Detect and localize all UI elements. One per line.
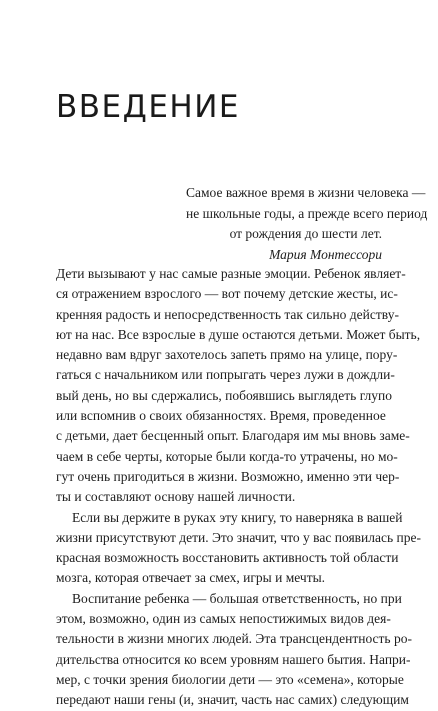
text-line: вый день, но вы сдержались, побоявшись выглядеть глупо <box>56 387 393 403</box>
epigraph-line: не школьные годы, а прежде всего период <box>186 205 428 221</box>
text-line: тельности в жизни многих людей. Эта трансцендентность ро- <box>56 631 412 647</box>
text-line: ют на нас. Все взрослые в душе остаются детьми. Может быть, <box>56 326 421 342</box>
paragraph <box>56 264 421 508</box>
text-line: дительства относится ко всем уровням нашего бытия. Напри- <box>56 651 411 667</box>
text-line: недавно вам вдруг захотелось запеть прямо на улице, пору- <box>56 347 398 363</box>
text-line: или вспомнив о своих обязанностях. Время, проведенное <box>56 408 386 424</box>
text-line: гут очень пригодиться в жизни. Возможно, именно эти чер- <box>56 468 400 484</box>
text-line: ся отражением взрослого — вот почему детские жесты, ис- <box>56 286 398 302</box>
body-text <box>56 264 421 711</box>
epigraph <box>186 183 428 265</box>
text-line: кренняя радость и непосредственность так сильно действу- <box>56 306 399 322</box>
text-line: жизни присутствуют дети. Это значит, что у вас появилась пре- <box>56 529 421 545</box>
text-line: передают наши гены (и, значит, часть нас самих) следующим <box>56 692 409 708</box>
text-line: Если вы держите в руках эту книгу, то наверняка в вашей <box>72 509 403 525</box>
text-line: с детьми, дает бесценный опыт. Благодаря им мы вновь заме- <box>56 428 410 444</box>
epigraph-author: Мария Монтессори <box>269 246 382 262</box>
text-line: чаем в себе черты, которые были когда-то утрачены, но мо- <box>56 448 398 464</box>
epigraph-line: Самое важное время в жизни человека — <box>186 185 426 200</box>
text-line: красная возможность восстановить активность той области <box>56 550 399 566</box>
paragraph <box>56 508 421 589</box>
text-line: Дети вызывают у нас самые разные эмоции. Ребенок являет- <box>56 266 406 281</box>
text-line: Воспитание ребенка — большая ответственность, но при <box>72 590 402 606</box>
chapter-heading: ВВЕДЕНИЕ <box>56 89 241 125</box>
text-line: этом, возможно, один из самых непостижимых видов дея- <box>56 611 391 627</box>
text-line: гаться с начальником или попрыгать через лужи в дождли- <box>56 367 395 383</box>
paragraph <box>56 589 412 711</box>
text-line: мер, с точки зрения биологии дети — это «семена», которые <box>56 671 404 687</box>
epigraph-line: от рождения до шести лет. <box>229 226 382 241</box>
text-line: ты и составляют основу нашей личности. <box>56 489 296 505</box>
text-line: мозга, которая отвечает за смех, игры и мечты. <box>56 570 326 586</box>
